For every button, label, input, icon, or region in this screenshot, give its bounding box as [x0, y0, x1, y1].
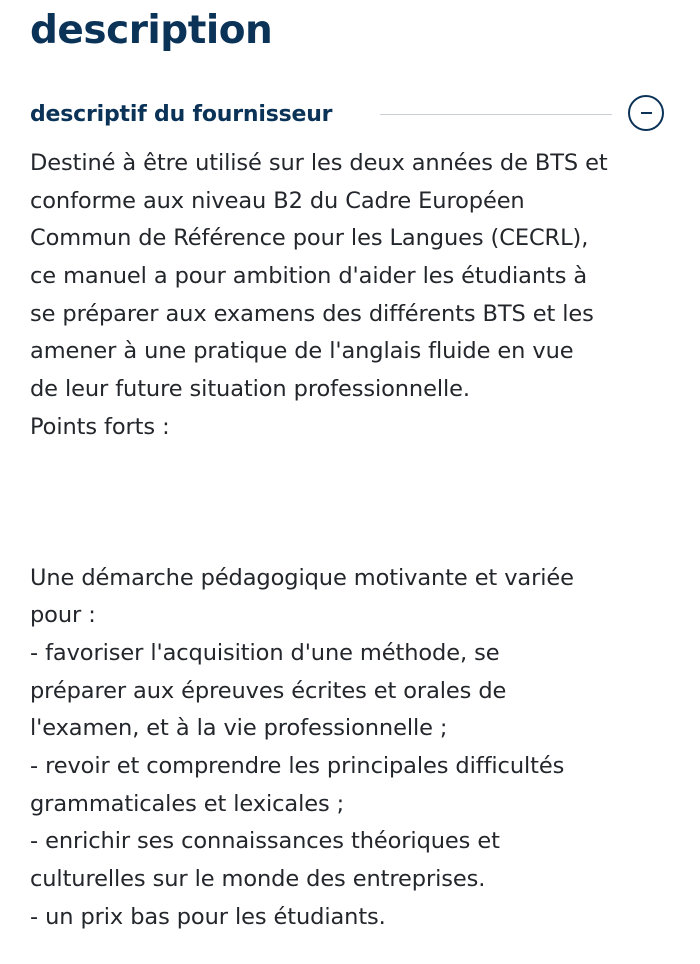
- accordion-divider: [380, 114, 612, 115]
- collapse-button[interactable]: [628, 95, 664, 131]
- accordion-title: descriptif du fournisseur: [30, 101, 333, 127]
- text-line: conforme aux niveau B2 du Cadre Européen: [30, 187, 525, 214]
- text-line: se préparer aux examens des différents BTS et les: [30, 300, 594, 327]
- text-line: pour :: [30, 602, 96, 629]
- text-line: - enrichir ses connaissances théoriques et: [30, 828, 500, 855]
- supplier-description-text: [30, 145, 675, 936]
- text-line: l'examen, et à la vie professionnelle ;: [30, 715, 448, 742]
- text-line: ce manuel a pour ambition d'aider les étudiants à: [30, 263, 588, 290]
- section-title: description: [30, 8, 273, 53]
- blank-space: [30, 447, 675, 560]
- supplier-description-accordion-header[interactable]: [30, 92, 670, 136]
- text-line: de leur future situation professionnelle.: [30, 376, 470, 403]
- strengths-heading: Points forts :: [30, 413, 170, 440]
- text-line: Une démarche pédagogique motivante et variée: [30, 564, 574, 591]
- text-line: culturelles sur le monde des entreprises.: [30, 866, 486, 892]
- text-line: grammaticales et lexicales ;: [30, 790, 345, 817]
- text-line: amener à une pratique de l'anglais fluide en vue: [30, 338, 574, 365]
- text-line: - revoir et comprendre les principales difficultés: [30, 752, 565, 779]
- text-line: préparer aux épreuves écrites et orales de: [30, 677, 507, 704]
- text-line: Destiné à être utilisé sur les deux années de BTS et: [30, 150, 608, 176]
- minus-icon: [641, 112, 652, 114]
- text-line: - favoriser l'acquisition d'une méthode, se: [30, 639, 500, 666]
- text-line: - un prix bas pour les étudiants.: [30, 903, 386, 930]
- text-line: Commun de Référence pour les Langues (CECRL),: [30, 225, 589, 252]
